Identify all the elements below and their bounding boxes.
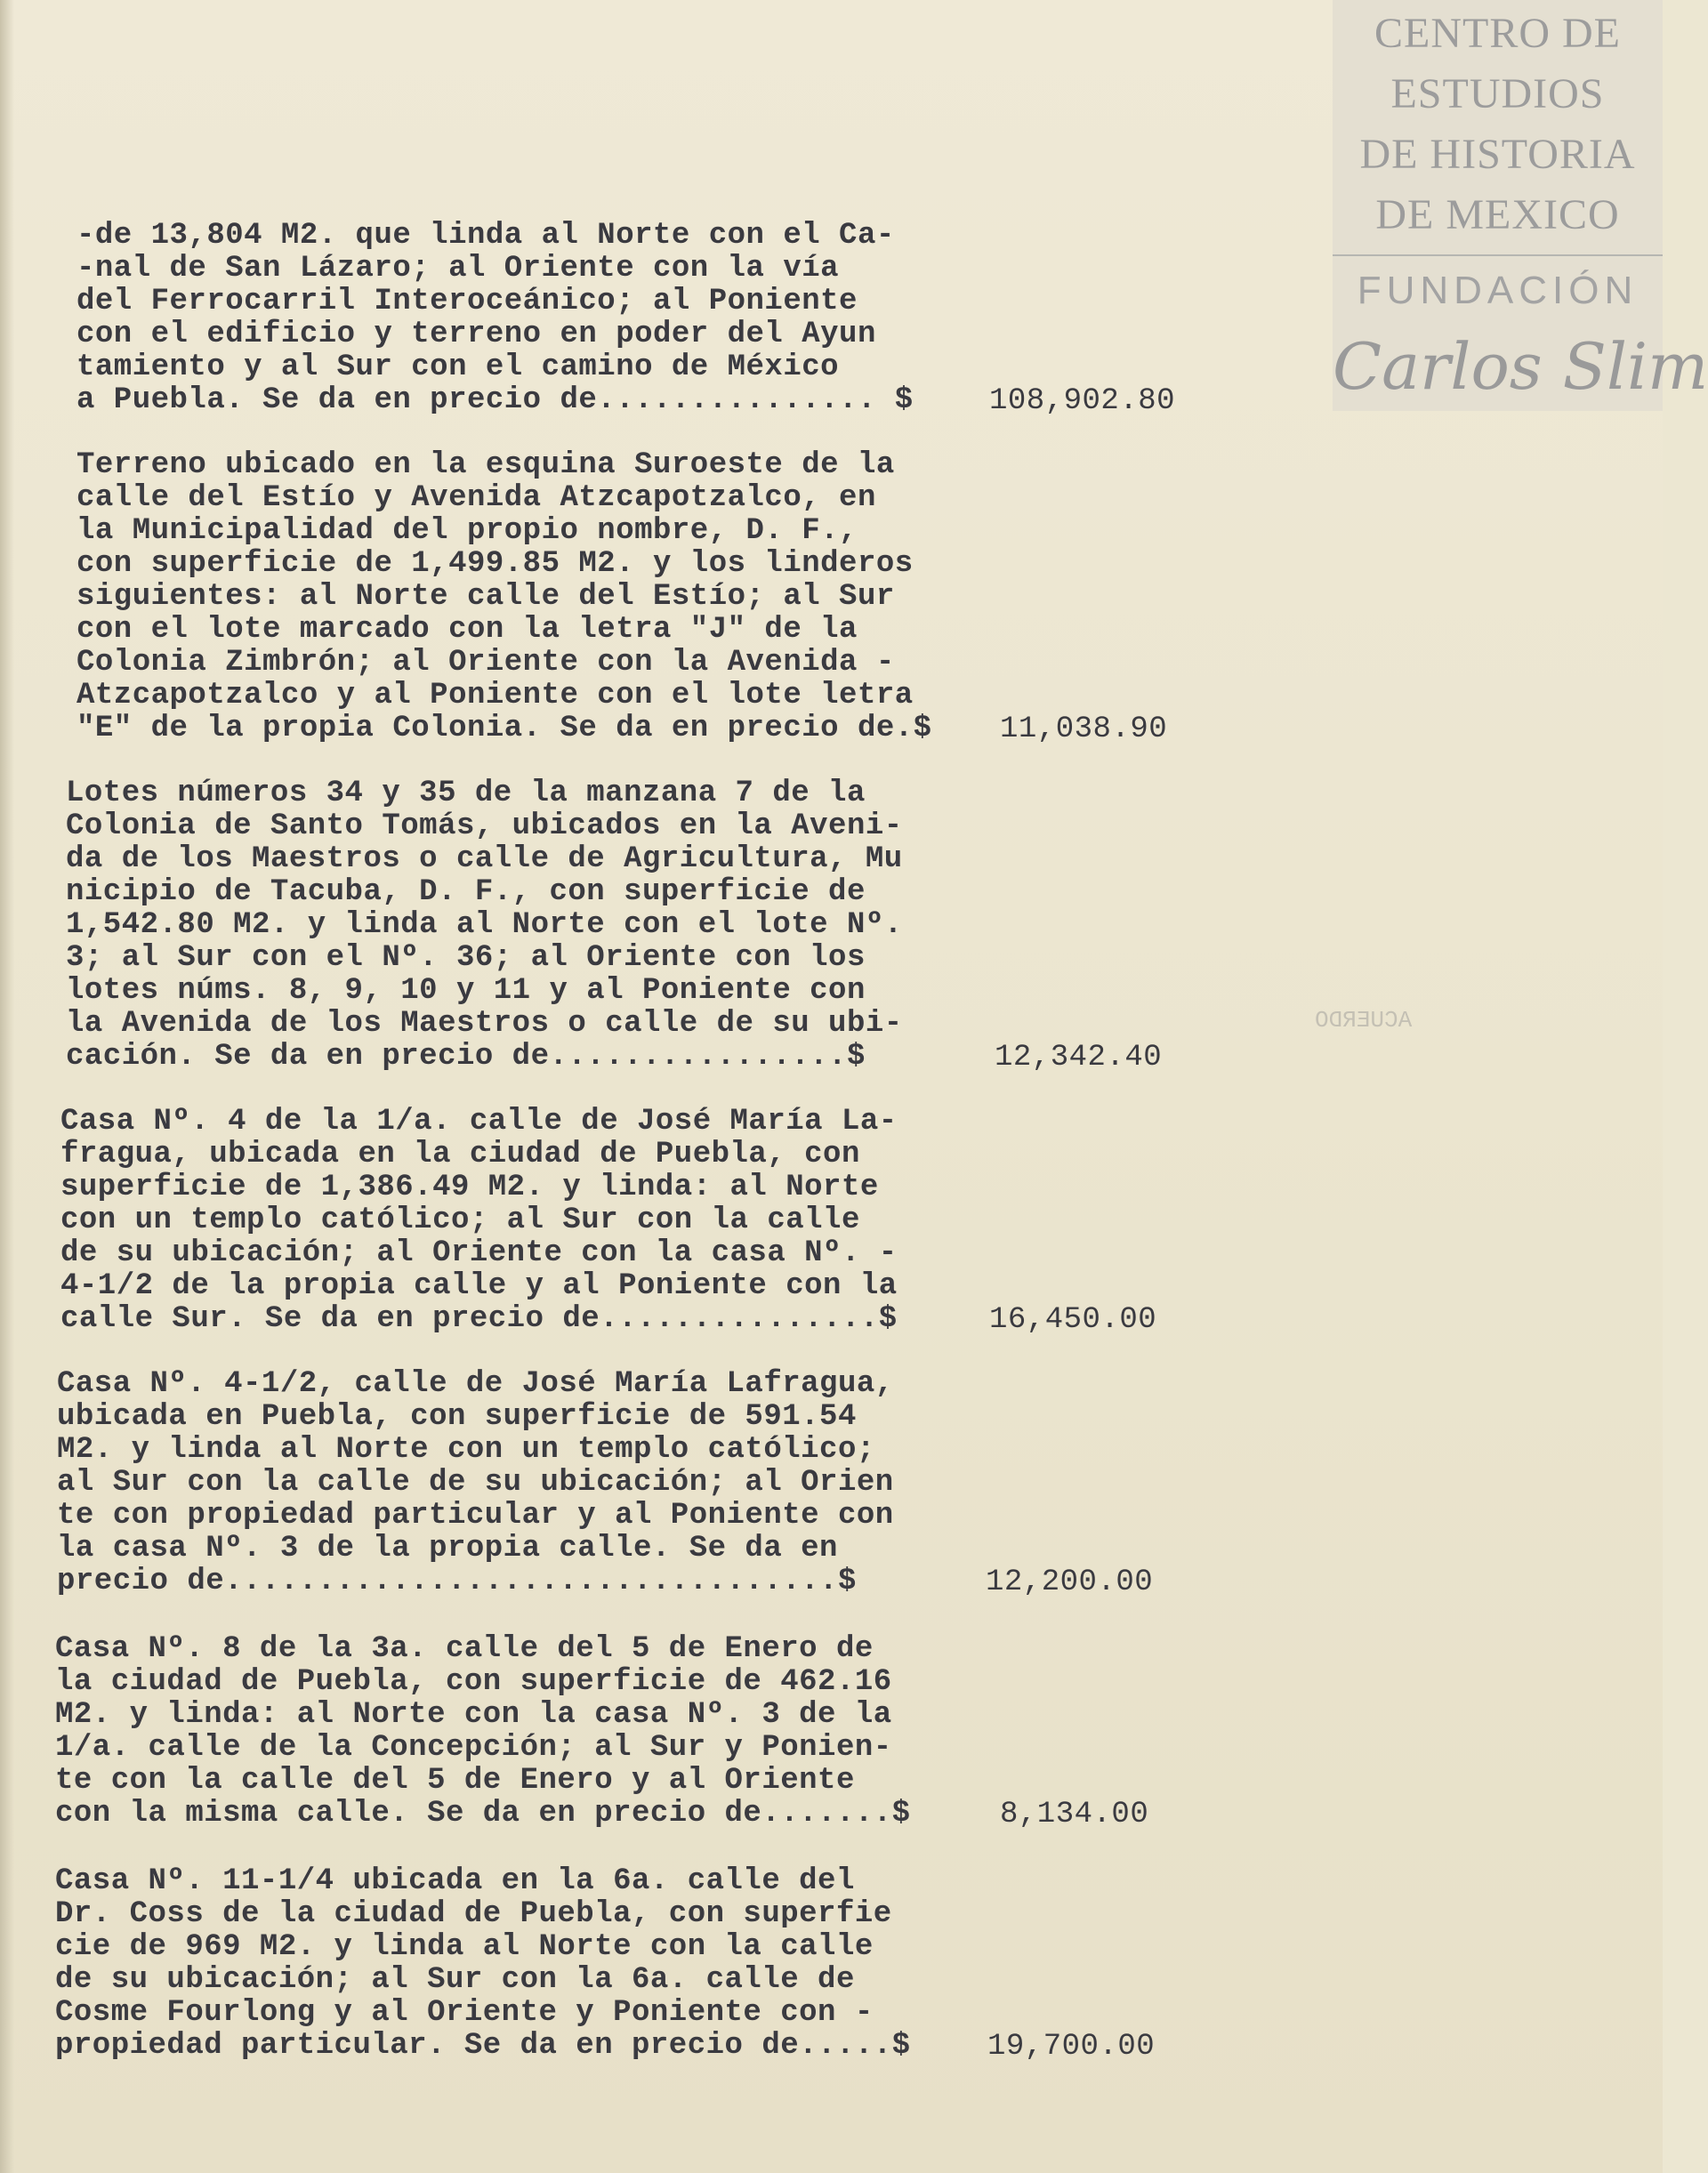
entry-text-line: Cosme Fourlong y al Oriente y Poniente con - bbox=[55, 1996, 874, 2030]
watermark-signature: Carlos Slim bbox=[1333, 329, 1708, 404]
watermark-divider bbox=[1333, 254, 1663, 256]
entry-text-line: Lotes números 34 y 35 de la manzana 7 de la bbox=[66, 777, 866, 810]
entry-text-line: con el edificio y terreno en poder del Ayun bbox=[77, 318, 876, 351]
watermark-line: ESTUDIOS bbox=[1390, 70, 1605, 117]
entry-amount: 19,700.00 bbox=[987, 2030, 1156, 2064]
entry-amount: 12,200.00 bbox=[986, 1565, 1154, 1599]
entry-text-line: Dr. Coss de la ciudad de Puebla, con superfie bbox=[55, 1897, 892, 1931]
entry-text-line: nicipio de Tacuba, D. F., con superficie de bbox=[66, 875, 866, 909]
entry-text-line: 1/a. calle de la Concepción; al Sur y Ponien- bbox=[55, 1731, 892, 1765]
entry-text-line: -de 13,804 M2. que linda al Norte con el Ca- bbox=[77, 219, 895, 253]
entry-text-line: Atzcapotzalco y al Poniente con el lote letra bbox=[77, 679, 914, 712]
entry-text-line: a Puebla. Se da en precio de............... $ bbox=[77, 383, 914, 417]
entry-text-line: te con propiedad particular y al Poniente con bbox=[57, 1499, 894, 1533]
entry-text-line: con el lote marcado con la letra "J" de la bbox=[77, 613, 858, 647]
entry-text-line: superficie de 1,386.49 M2. y linda: al Norte bbox=[60, 1171, 879, 1204]
entry-text-line: calle del Estío y Avenida Atzcapotzalco, en bbox=[77, 481, 876, 515]
page-edge-shadow bbox=[0, 0, 14, 2173]
entry-text-line: Colonia Zimbrón; al Oriente con la Avenida - bbox=[77, 646, 895, 680]
entry-text-line: 1,542.80 M2. y linda al Norte con el lote Nº. bbox=[66, 908, 903, 942]
entry-text-line: propiedad particular. Se da en precio de.....$ bbox=[55, 2029, 911, 2063]
entry-text-line: Casa Nº. 4-1/2, calle de José María Lafragua, bbox=[57, 1367, 894, 1401]
entry-text-line: lotes núms. 8, 9, 10 y 11 y al Poniente con bbox=[66, 974, 866, 1008]
entry-text-line: 4-1/2 de la propia calle y al Poniente con la bbox=[60, 1269, 898, 1303]
entry-text-line: Casa Nº. 11-1/4 ubicada en la 6a. calle del bbox=[55, 1864, 855, 1898]
entry-text-line: Terreno ubicado en la esquina Suroeste de la bbox=[77, 448, 895, 482]
entry-text-line: precio de.................................$ bbox=[57, 1565, 857, 1598]
entry-text-line: con un templo católico; al Sur con la calle bbox=[60, 1203, 860, 1237]
entry-text-line: Casa Nº. 8 de la 3a. calle del 5 de Enero de bbox=[55, 1632, 874, 1666]
entry-text-line: la ciudad de Puebla, con superficie de 462.16 bbox=[55, 1665, 892, 1699]
entry-text-line: al Sur con la calle de su ubicación; al Orien bbox=[57, 1466, 894, 1500]
watermark-foundation: FUNDACIÓN bbox=[1357, 269, 1639, 312]
entry-text-line: fragua, ubicada en la ciudad de Puebla, con bbox=[60, 1138, 860, 1171]
entry-text-line: Colonia de Santo Tomás, ubicados en la Aveni- bbox=[66, 809, 903, 843]
bleed-through-text: ACUERDO bbox=[1315, 1007, 1413, 1034]
entry-text-line: te con la calle del 5 de Enero y al Oriente bbox=[55, 1764, 855, 1798]
entry-text-line: cación. Se da en precio de................$ bbox=[66, 1040, 866, 1074]
entry-amount: 12,342.40 bbox=[995, 1041, 1163, 1074]
watermark-line: DE HISTORIA bbox=[1359, 131, 1636, 178]
entry-text-line: cie de 969 M2. y linda al Norte con la calle bbox=[55, 1930, 874, 1964]
entry-text-line: con superficie de 1,499.85 M2. y los linderos bbox=[77, 547, 914, 581]
entry-amount: 108,902.80 bbox=[989, 384, 1176, 418]
entry-text-line: siguientes: al Norte calle del Estío; al Sur bbox=[77, 580, 895, 614]
entry-text-line: "E" de la propia Colonia. Se da en precio de.$ bbox=[77, 712, 932, 745]
entry-text-line: M2. y linda: al Norte con la casa Nº. 3 de la bbox=[55, 1698, 892, 1732]
entry-text-line: M2. y linda al Norte con un templo católico; bbox=[57, 1433, 875, 1467]
entry-text-line: de su ubicación; al Oriente con la casa Nº. - bbox=[60, 1236, 898, 1270]
entry-text-line: 3; al Sur con el Nº. 36; al Oriente con los bbox=[66, 941, 866, 975]
entry-text-line: calle Sur. Se da en precio de...............$ bbox=[60, 1302, 898, 1336]
watermark-line: DE MEXICO bbox=[1375, 191, 1620, 238]
entry-text-line: ubicada en Puebla, con superficie de 591.54 bbox=[57, 1400, 857, 1434]
archive-watermark bbox=[1333, 0, 1708, 411]
entry-text-line: de su ubicación; al Sur con la 6a. calle de bbox=[55, 1963, 855, 1997]
entry-text-line: tamiento y al Sur con el camino de México bbox=[77, 350, 840, 384]
entry-text-line: con la misma calle. Se da en precio de.......$ bbox=[55, 1797, 911, 1831]
entry-text-line: del Ferrocarril Interoceánico; al Poniente bbox=[77, 285, 858, 318]
entry-amount: 8,134.00 bbox=[1000, 1798, 1149, 1831]
entry-text-line: -nal de San Lázaro; al Oriente con la vía bbox=[77, 252, 840, 286]
entry-text-line: la Municipalidad del propio nombre, D. F., bbox=[77, 514, 858, 548]
entry-text-line: da de los Maestros o calle de Agricultura, Mu bbox=[66, 842, 903, 876]
entry-amount: 16,450.00 bbox=[989, 1303, 1157, 1337]
entry-text-line: la casa Nº. 3 de la propia calle. Se da en bbox=[57, 1532, 838, 1565]
entry-text-line: la Avenida de los Maestros o calle de su ubi- bbox=[66, 1007, 903, 1041]
entry-amount: 11,038.90 bbox=[1000, 712, 1168, 746]
watermark-line: CENTRO DE bbox=[1374, 10, 1621, 57]
entry-text-line: Casa Nº. 4 de la 1/a. calle de José María La- bbox=[60, 1105, 898, 1139]
